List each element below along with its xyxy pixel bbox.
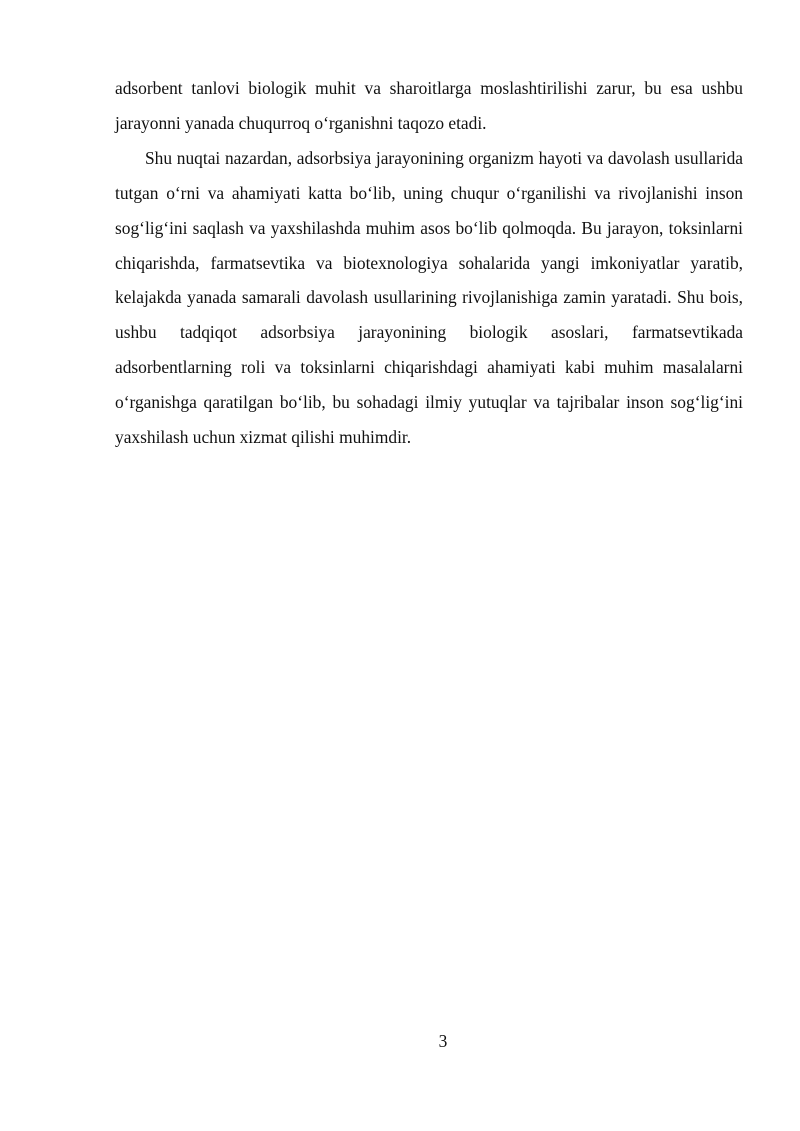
paragraph-continuation: adsorbent tanlovi biologik muhit va sharoitlarga moslashtirilishi zarur, bu esa ushbu jarayonni yanada chuqurroq oʻrganishni taqozo etadi. [115,78,743,133]
paragraph-main: Shu nuqtai nazardan, adsorbsiya jarayonining organizm hayoti va davolash usullarida tutgan oʻrni va ahamiyati katta boʻlib, uning chuqur oʻrganilishi va rivojlanishi inson sogʻligʻini saqlash va yaxshilashda muhim asos boʻlib qolmoqda. Bu jarayon, toksinlarni chiqarishda, farmatsevtika va biotexnologiya sohalarida yangi imkoniyatlar yaratib, kelajakda yanada samarali davolash usullarining rivojlanishiga zamin yaratadi. Shu bois, ushbu tadqiqot adsorbsiya jarayonining biologik asoslari, farmatsevtikada adsorbentlarning roli va toksinlarni chiqarishdagi ahamiyati kabi muhim masalalarni oʻrganishga qaratilgan boʻlib, bu sohadagi ilmiy yutuqlar va tajribalar inson sogʻligʻini yaxshilash uchun xizmat qilishi muhimdir. [115,147,743,448]
body-text [115,71,743,455]
page-number: 3 [438,1031,448,1051]
